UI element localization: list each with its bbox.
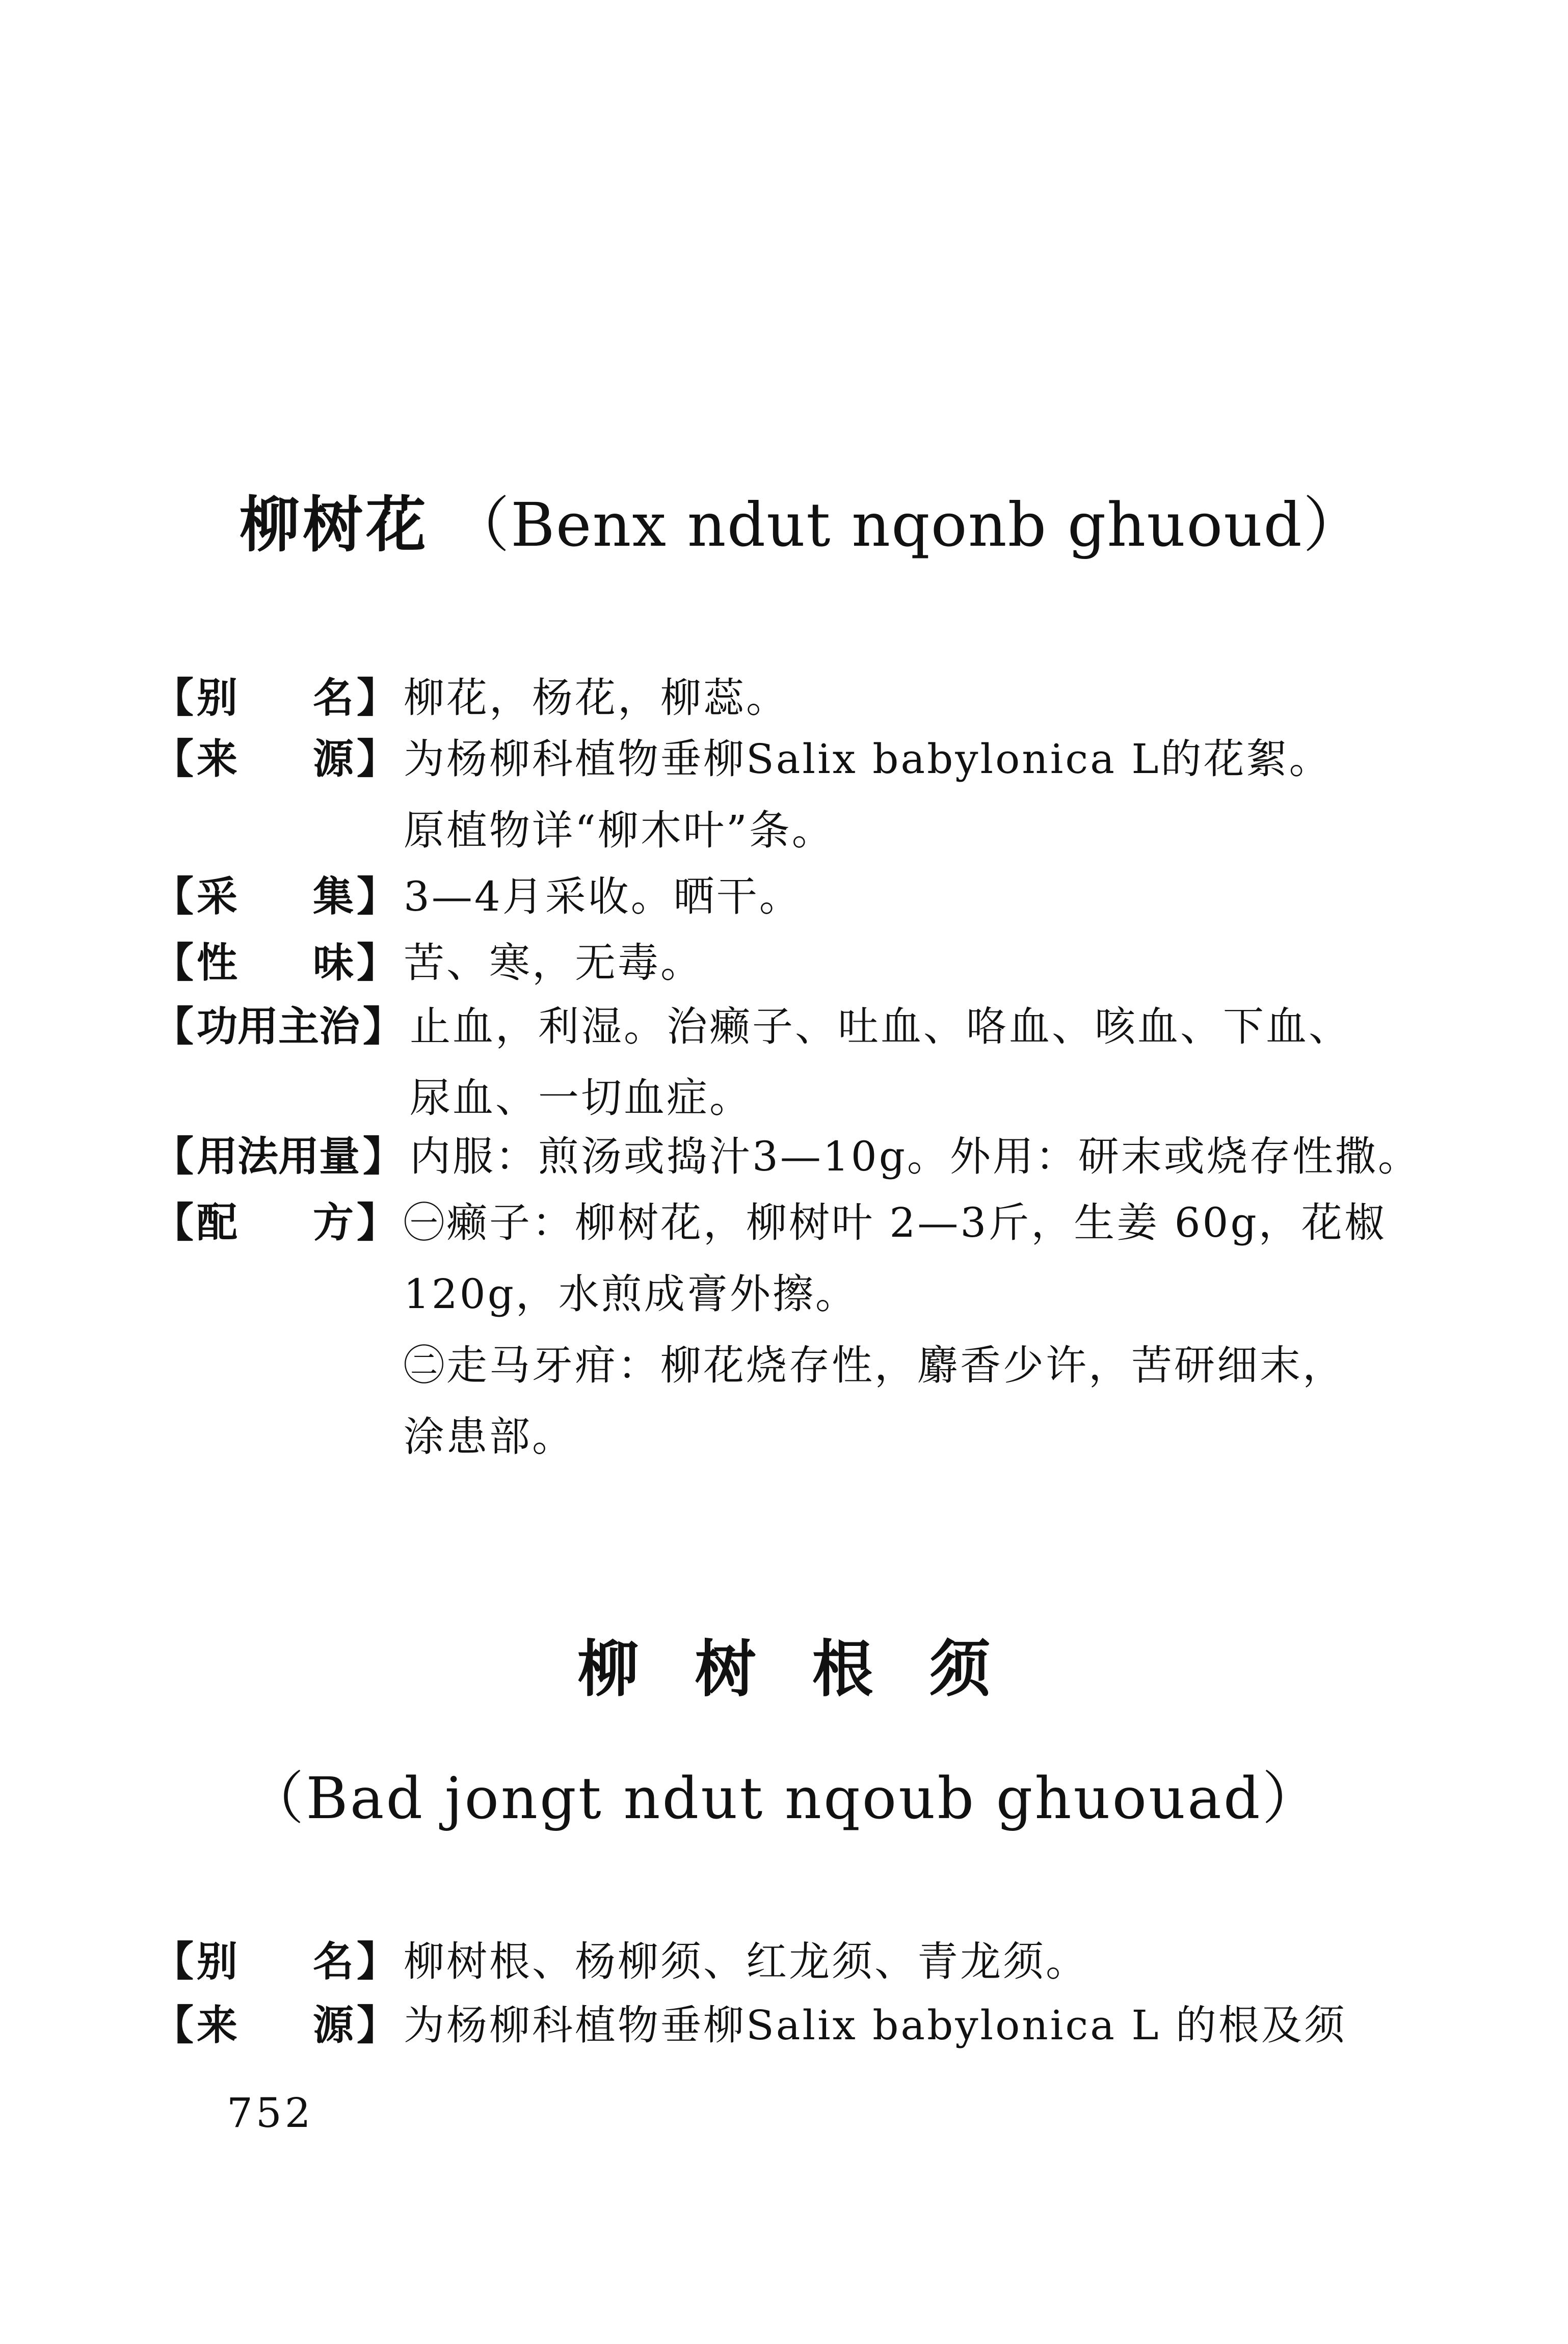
field-prescription [153, 1187, 1387, 1473]
field-value: 柳树根、杨柳须、红龙须、青龙须。 [404, 1938, 1088, 1985]
field-label: 【 来 源 】 [153, 2002, 397, 2049]
field-label: 【 功用主治 】 [153, 1003, 404, 1050]
field-label: 【 来 源 】 [153, 735, 397, 783]
field-value: ㊀癞子：柳树花，柳树叶 2—3斤，生姜 60g，花椒 120g，水煎成膏外擦。 ㊁走马牙疳：柳花烧存性，麝香少许，苦研细末， 涂患部。 [404, 1199, 1387, 1460]
field-label: 【 用法用量 】 [153, 1133, 404, 1180]
field-value: 内服：煎汤或捣汁3—10g。外用：研末或烧存性撒。 [410, 1133, 1421, 1180]
field-dosage [153, 1121, 1421, 1192]
field-label: 【 别 名 】 [153, 1938, 397, 1985]
field-harvest [153, 861, 1366, 933]
field-value: 柳花，杨花，柳蕊。 [404, 674, 789, 722]
entry2-title-latin: （Bad jongt ndut nqoub ghuouad） [247, 1766, 1321, 1832]
field-indications [153, 991, 1366, 1134]
field-label: 【 别 名 】 [153, 674, 397, 722]
field-label: 【 配 方 】 [153, 1199, 397, 1246]
entry-title-latin: （Benx ndut nqonb ghuoud） [449, 490, 1364, 560]
field-source [153, 724, 1366, 866]
field-label: 【 采 集 】 [153, 873, 397, 920]
field-alias [153, 1926, 1366, 1997]
entry2-title-chinese: 柳树根须 [577, 1634, 1047, 1705]
page-number: 752 [227, 2089, 314, 2137]
field-value: 为杨柳科植物垂柳Salix babylonica L的花絮。 原植物详“柳木叶”条。 [404, 735, 1332, 854]
entry-title [240, 489, 1364, 562]
field-alias [153, 662, 1366, 734]
field-properties [153, 927, 1366, 999]
entry-title-chinese: 柳树花 [240, 490, 430, 560]
field-value: 苦、寒，无毒。 [404, 939, 703, 987]
field-source [153, 1990, 1366, 2061]
field-value: 为杨柳科植物垂柳Salix babylonica L 的根及须 [404, 2002, 1347, 2049]
field-label: 【 性 味 】 [153, 939, 397, 987]
field-value: 止血，利湿。治癞子、吐血、咯血、咳血、下血、 尿血、一切血症。 [410, 1003, 1351, 1122]
field-value: 3—4月采收。晒干。 [404, 873, 802, 920]
